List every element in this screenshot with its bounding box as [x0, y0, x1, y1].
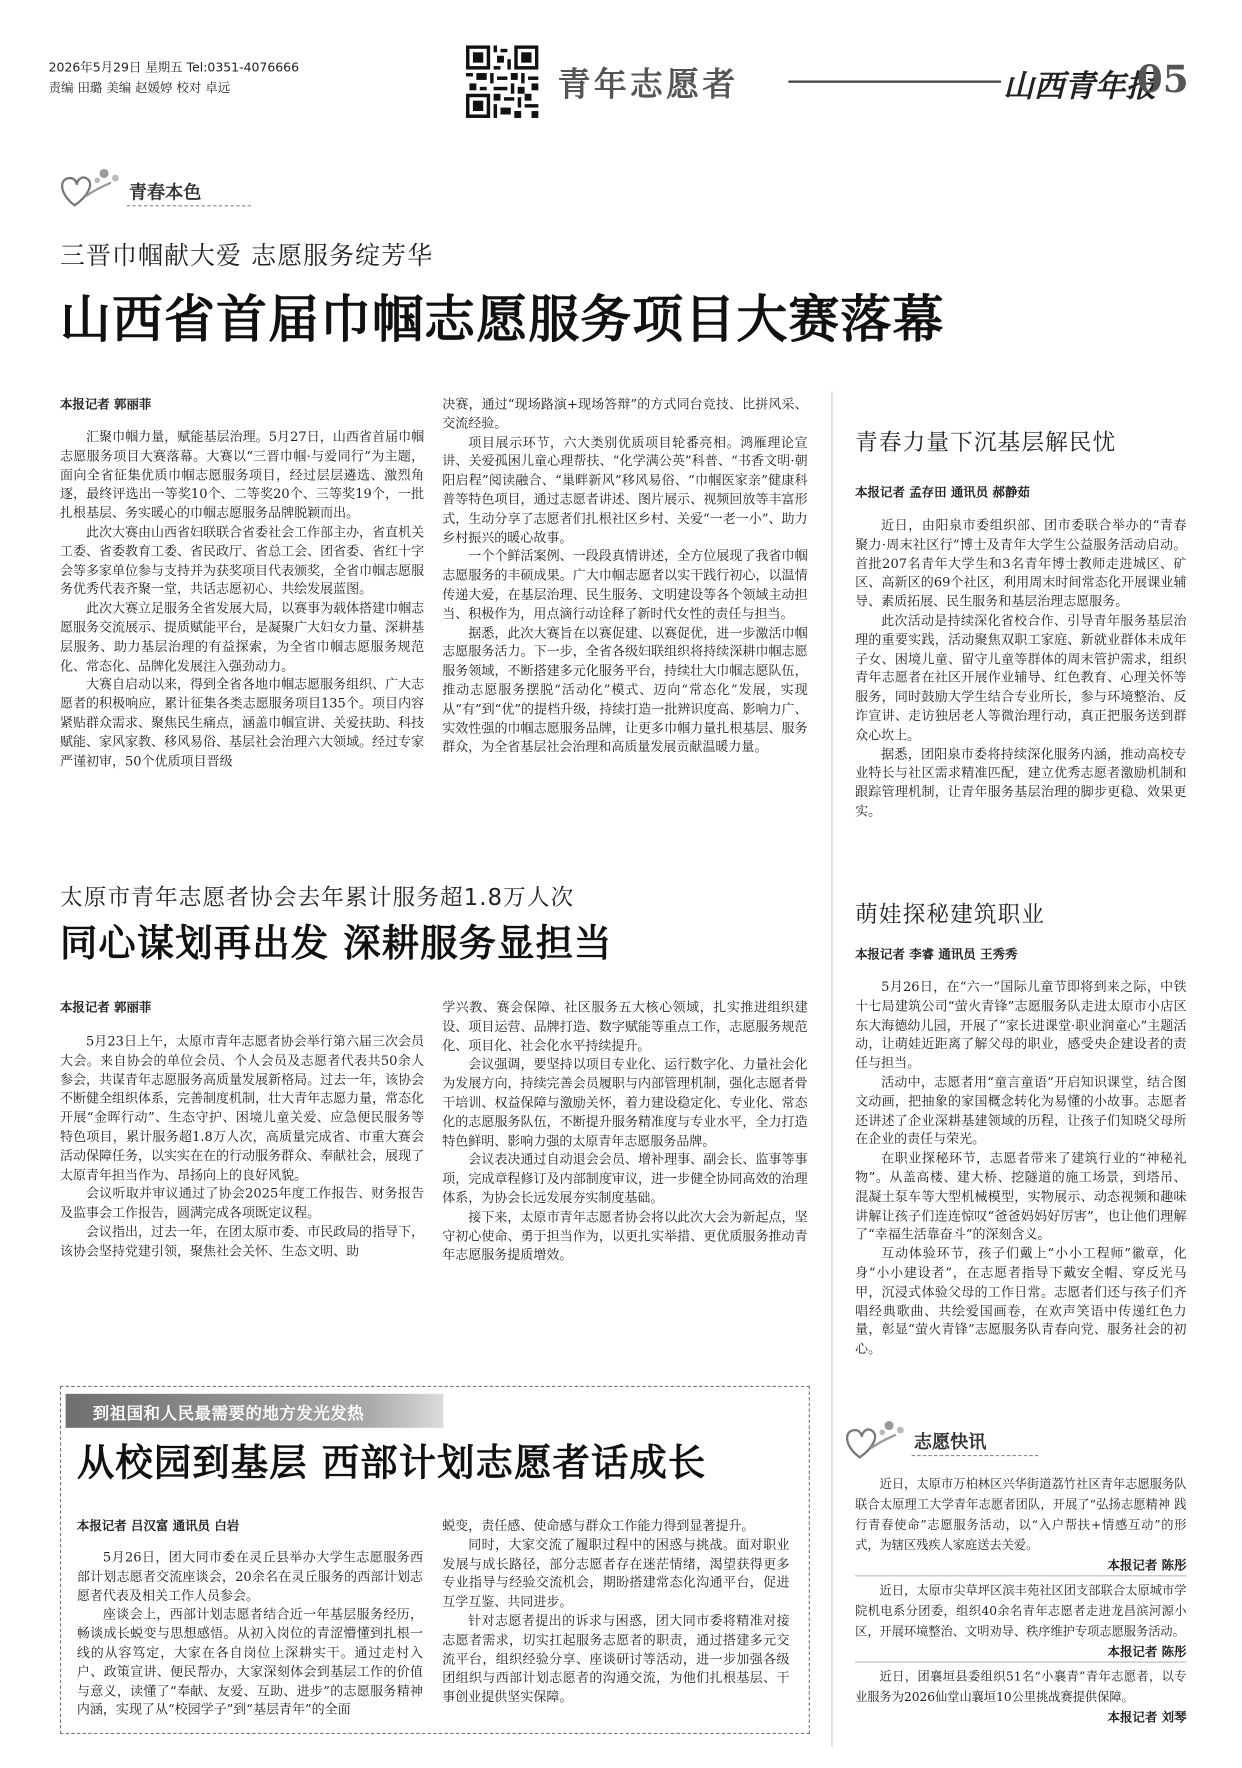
article5-paragraph: 座谈会上，西部计划志愿者结合近一年基层服务经历，畅谈成长蜕变与思想感悟。从初入岗位的青涩懵懂到扎根一线的从容笃定，大家在各自岗位上深耕实干。通过走村入户、政策宣讲、便民帮办，大家深刻体会到基层工作的价值与意义，读懂了“奉献、友爱、互助、进步”的志愿服务精神内涵，实现了从“校园学子”到“基层青年”的全面 — [76, 1606, 424, 1718]
header-date-line — [49, 58, 299, 77]
article1-paragraph: 汇聚巾帼力量，赋能基层治理。5月27日，山西省首届巾帼志愿服务项目大赛落幕。大赛以“三晋巾帼·与爱同行”为主题，面向全省征集优质巾帼志愿服务项目，经过层层遴选、激烈角逐，最终评选出一等奖10个、二等奖20个、三等奖19个，一批扎根基层、务实暖心的巾帼志愿服务品牌脱颖而出。 — [59, 428, 425, 521]
section-tag-briefs: 志愿快讯 — [913, 1431, 987, 1453]
article5-headline: 从校园到基层 西部计划志愿者话成长 — [76, 1440, 707, 1485]
section-tag-youth: 青春本色 — [128, 181, 202, 204]
article3-paragraph: 5月23日上午，太原市青年志愿者协会举行第六届三次会员大会。来自协会的单位会员、个人会员及志愿者代表共50余人参会，共谋青年志愿服务高质量发展新格局。过去一年，该协会不断健全组织体系，完善制度机制，壮大青年志愿力量，常态化开展“金晖行动”、生态守护、困境儿童关爱、应急便民服务等特色项目，累计服务超1.8万人次，高质量完成省、市重大赛会活动保障任务，以实实在在的行动服务群众、奉献社会，展现了太原青年担当作为、昂扬向上的良好风貌。 — [59, 1033, 425, 1183]
article4-paragraph: 活动中，志愿者用“童言童语”开启知识课堂，结合图文动画，把抽象的家国概念转化为易懂的小故事。志愿者还讲述了企业深耕基建领域的历程，让孩子们知晓父母所在企业的责任与荣光。 — [855, 1073, 1187, 1148]
article5-paragraph: 同时，大家交流了履职过程中的困惑与挑战。面对职业发展与成长路径，部分志愿者存在迷茫情绪，渴望获得更多专业指导与经验交流机会，期盼搭建常态化沟通平台，促进互学互鉴、共同进步。 — [442, 1536, 790, 1610]
article3-col1 — [60, 1032, 424, 1261]
article1-paragraph: 此次大赛立足服务全省发展大局，以赛事为载体搭建巾帼志愿服务交流展示、提质赋能平台，是凝聚广大妇女力量、深耕基层服务、助力基层治理的有益探索，为全省巾帼志愿服务规范化、常态化、品牌化发展注入强劲动力。 — [59, 600, 425, 674]
article3-paragraph: 会议表决通过自动退会会员、增补理事、副会长、监事等事项，完成章程修订及内部制度审议，进一步健全协同高效的治理体系，为协会长远发展夯实制度基础。 — [442, 1151, 808, 1206]
article4-byline: 本报记者 李睿 通讯员 王秀秀 — [855, 946, 1018, 962]
article4-paragraph: 互动体验环节，孩子们戴上“小小工程师”徽章，化身“小小建设者”，在志愿者指导下戴安全帽、穿反光马甲，沉浸式体验父母的工作日常。志愿者们还与孩子们齐唱经典歌曲、共绘爱国画卷，在欢声笑语中传递红色力量，彰显“萤火青锋”志愿服务队青春向党、服务社会的初心。 — [855, 1245, 1187, 1357]
article1-paragraph: 大赛自启动以来，得到全省各地巾帼志愿服务组织、广大志愿者的积极响应，累计征集各类志愿服务项目135个。项目内容紧贴群众需求、聚焦民生痛点，涵盖巾帼宣讲、关爱扶助、科技赋能、家风家教、移风易俗、基层社会治理六大领域。经过专家严谨初审，50个优质项目晋级 — [59, 676, 425, 769]
article2-body — [855, 516, 1186, 821]
article1-paragraph: 决赛，通过“现场路演+现场答辩”的方式同台竞技、比拼风采、交流经验。 — [442, 395, 808, 431]
section-tag-underline — [127, 205, 251, 207]
article1-headline: 山西省首届巾帼志愿服务项目大赛落幕 — [59, 289, 945, 350]
article2-headline: 青春力量下沉基层解民忧 — [855, 428, 1117, 456]
article1-byline: 本报记者 郭丽菲 — [59, 396, 152, 412]
article3-paragraph: 会议听取并审议通过了协会2025年度工作报告、财务报告及监事会工作报告，圆满完成各项既定议程。 — [59, 1185, 425, 1221]
article3-col2 — [442, 998, 807, 1265]
brief-credit: 本报记者 陈彤 — [1107, 1558, 1187, 1573]
article3-kicker: 太原市青年志愿者协会去年累计服务超1.8万人次 — [59, 883, 575, 911]
article5-banner — [66, 1394, 444, 1428]
brief-divider — [855, 1661, 1186, 1662]
header-rule — [788, 81, 1001, 83]
article2-paragraph: 据悉，团阳泉市委将持续深化服务内涵，推动高校专业特长与社区需求精准匹配，建立优秀志愿者激励机制和跟踪管理机制，让青年服务基层治理的脚步更稳、效果更实。 — [855, 745, 1187, 819]
header-paper-logo: 山西青年报 — [1003, 69, 1156, 105]
article3-byline: 本报记者 郭丽菲 — [59, 1000, 152, 1016]
article2-byline: 本报记者 孟存田 通讯员 郝静茹 — [855, 485, 1030, 501]
header-tel: Tel:0351-4076666 — [186, 60, 299, 75]
article1-kicker: 三晋巾帼献大爱 志愿服务绽芳华 — [59, 242, 434, 272]
header-page-number: 05 — [1136, 56, 1189, 101]
article5-byline: 本报记者 吕汉富 通讯员 白岩 — [76, 1518, 240, 1534]
brief-item — [855, 1474, 1186, 1576]
article2-paragraph: 近日，由阳泉市委组织部、团市委联合举办的“青春聚力·周末社区行”博士及青年大学生公益服务活动启动。首批207名青年大学生和3名青年博士教师走进城区、矿区、高新区的69个社区，利用周末时间常态化开展课业辅导、素质拓展、民生服务和基层治理志愿服务。 — [855, 517, 1187, 610]
brief-item — [855, 1667, 1186, 1728]
heart-ribbon-icon — [842, 1414, 912, 1462]
article5-paragraph: 蜕变，责任感、使命感与群众工作能力得到显著提升。 — [442, 1517, 755, 1534]
qr-code-icon — [466, 45, 538, 118]
article1-paragraph: 此次大赛由山西省妇联联合省委社会工作部主办，省直机关工委、省委教育工委、省民政厅、省总工会、团省委、省红十字会等多家单位参与支持并为获奖项目代表颁奖，全省巾帼志愿服务优秀代表齐聚一堂，共话志愿初心、共绘发展蓝图。 — [59, 523, 425, 597]
article1-paragraph: 项目展示环节，六大类别优质项目轮番亮相。鸿雁理论宣讲、关爱孤困儿童心理帮扶、“化学满公英”科普、“书香文明·朝阳启程”阅读融合、“巢畔新风”移风易俗、“巾帼医家亲”健康科普等特色项目，通过志愿者讲述、图片展示、视频回放等丰富形式，生动分享了志愿者们扎根社区乡村、关爱“一老一小”、助力乡村振兴的暖心故事。 — [442, 433, 808, 546]
article3-headline: 同心谋划再出发 深耕服务显担当 — [59, 920, 613, 966]
brief-divider — [855, 1575, 1186, 1576]
article5-col2 — [442, 1516, 789, 1706]
article3-paragraph: 学兴教、赛会保障、社区服务五大核心领域，扎实推进组织建设、项目运营、品牌打造、数字赋能等重点工作，志愿服务规范化、项目化、社会化水平持续提升。 — [442, 999, 808, 1054]
brief-item — [855, 1581, 1186, 1663]
column-rule — [831, 391, 832, 1746]
brief-text: 近日，太原市万柏林区兴华街道荔竹社区青年志愿服务队联合太原理工大学青年志愿者团队，开展了“弘扬志愿精神 践行青春使命”志愿服务活动，以“入户帮扶+情感互动”的形式，为辖区残疾人家庭送去关爱。 — [855, 1476, 1187, 1553]
article4-paragraph: 在职业探秘环节，志愿者带来了建筑行业的“神秘礼物”。从盖高楼、建大桥、挖隧道的施工场景，到塔吊、混凝土泵车等大型机械模型，实物展示、动态视频和趣味讲解让孩子们连连惊叹“爸爸妈妈好厉害”，也让他们理解了“幸福生活靠奋斗”的深刻含义。 — [855, 1150, 1187, 1243]
brief-text: 近日，太原市尖草坪区滨丰苑社区团支部联合太原城市学院机电系分团委，组织40余名青年志愿者走进龙昌滨河源小区，开展环境整治、文明劝导、秩序维护专项志愿服务活动。 — [855, 1583, 1187, 1639]
article1-col2 — [442, 395, 807, 757]
header-section-title: 青年志愿者 — [557, 64, 739, 104]
section-tag-underline — [912, 1455, 1039, 1457]
header-date: 2026年5月29日 — [48, 60, 142, 75]
brief-text: 近日，团襄垣县委组织51名“小襄青”青年志愿者，以专业服务为2026仙堂山襄垣10公里挑战赛提供保障。 — [855, 1669, 1187, 1705]
header-weekday: 星期五 — [145, 60, 183, 75]
article5-col1 — [77, 1548, 423, 1719]
article1-paragraph: 据悉，此次大赛旨在以赛促建、以赛促优，进一步激活巾帼志愿服务活力。下一步，全省各级妇联组织将持续深耕巾帼志愿服务领域，不断搭建多元化服务平台，持续壮大巾帼志愿队伍，推动志愿服务摆脱“活动化”模式、迈向“常态化”发展，实现从“有”到“优”的提档升级，持续打造一批辨识度高、影响力广、实效性强的巾帼志愿服务品牌，让更多巾帼力量扎根基层、服务群众，为全省基层社会治理和高质量发展贡献温暖力量。 — [442, 624, 808, 755]
article4-paragraph: 5月26日，在“六一”国际儿童节即将到来之际，中铁十七局建筑公司“萤火青锋”志愿服务队走进太原市小店区东大海德幼儿园，开展了“家长进课堂·职业润童心”主题活动，让萌娃近距离了解父母的职业，感受央企建设者的责任与担当。 — [855, 978, 1187, 1071]
article3-paragraph: 会议指出，过去一年，在团太原市委、市民政局的指导下，该协会坚持党建引领，聚焦社会关怀、生态文明、助 — [59, 1223, 425, 1259]
article3-paragraph: 接下来，太原市青年志愿者协会将以此次大会为新起点，坚守初心使命、勇于担当作为，以更扎实举措、更优质服务推动青年志愿服务提质增效。 — [442, 1208, 808, 1263]
brief-credit: 本报记者 刘琴 — [1107, 1710, 1187, 1725]
article1-paragraph: 一个个鲜活案例、一段段真情讲述，全方位展现了我省巾帼志愿服务的丰硕成果。广大巾帼志愿者以实干践行初心，以温情传递大爱，在基层治理、民生服务、文明建设等各个领域主动担当、积极作为，用点滴行动诠释了新时代女性的责任与担当。 — [442, 548, 808, 622]
article4-headline: 萌娃探秘建筑职业 — [855, 900, 1046, 928]
article5-banner-text: 到祖国和人民最需要的地方发光发热 — [92, 1405, 365, 1424]
article4-body — [855, 978, 1186, 1359]
article5-paragraph: 5月26日，团大同市委在灵丘县举办大学生志愿服务西部计划志愿者交流座谈会，20余名在灵丘服务的西部计划志愿者代表及相关工作人员参会。 — [76, 1549, 424, 1604]
header-editors: 责编 田璐 美编 赵媛婷 校对 卓远 — [48, 80, 231, 96]
heart-ribbon-icon — [57, 162, 127, 210]
brief-credit: 本报记者 陈彤 — [1107, 1644, 1187, 1660]
article1-col1 — [60, 428, 424, 771]
article5-paragraph: 针对志愿者提出的诉求与困惑，团大同市委将精准对接志愿者需求，切实扛起服务志愿者的职责，通过搭建多元交流平台，组织经验分享、座谈研讨等活动，进一步加强各级团组织与西部计划志愿者的沟通交流，为他们扎根基层、干事创业提供坚实保障。 — [442, 1612, 790, 1705]
article3-paragraph: 会议强调，要坚持以项目专业化、运行数字化、力量社会化为发展方向，持续完善会员履职与内部管理机制，强化志愿者骨干培训、权益保障与激励关怀，着力建设稳定化、专业化、常态化的志愿服务队伍，不断提升服务精准度与专业水平，全力打造特色鲜明、影响力强的太原青年志愿服务品牌。 — [442, 1056, 808, 1149]
article2-paragraph: 此次活动是持续深化省校合作、引导青年服务基层治理的重要实践，活动聚焦双职工家庭、新就业群体未成年子女、困境儿童、留守儿童等群体的周末管护需求，组织青年志愿者在社区开展作业辅导、红色教育、心理关怀等服务，同时鼓励大学生结合专业所长，参与环境整治、反诈宣讲、走访独居老人等微治理行动，真正把服务送到群众心坎上。 — [855, 612, 1187, 743]
